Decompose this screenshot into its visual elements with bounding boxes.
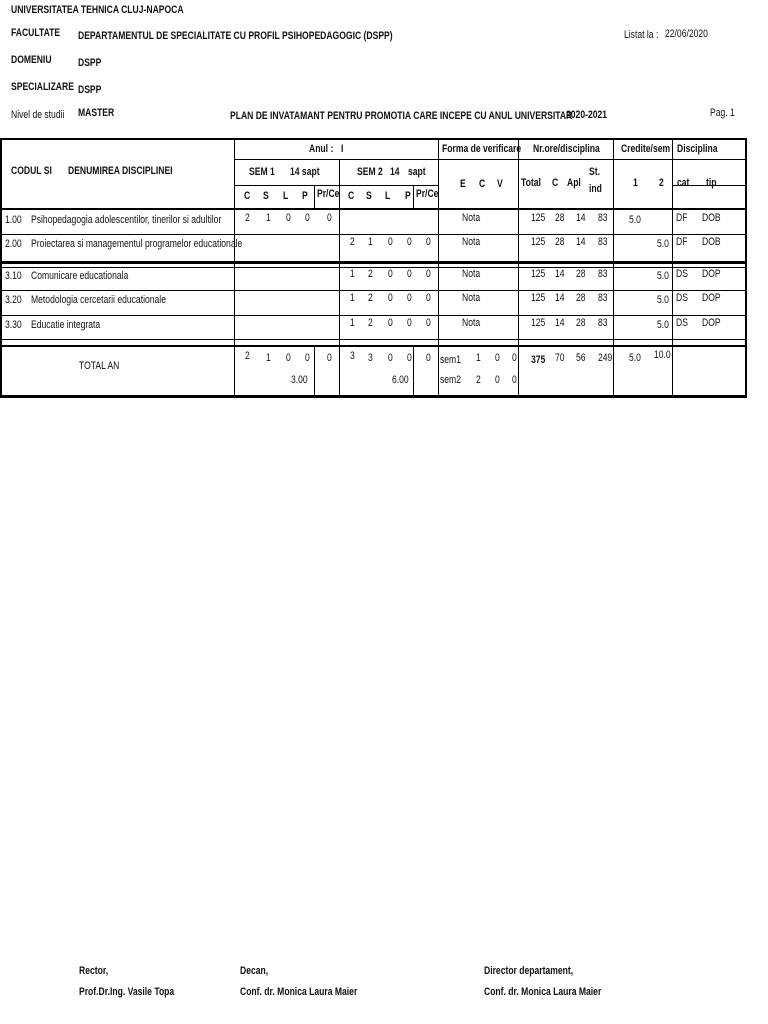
hours-total: 125 [531, 212, 546, 224]
study-level-label: Nivel de studii [11, 109, 65, 121]
total-sem1-e: 1 [476, 352, 481, 364]
discipline-category: DF [676, 212, 688, 224]
sem2-hours-cell: 1 [350, 268, 355, 280]
plan-title: PLAN DE INVATAMANT PENTRU PROMOTIA CARE INCEPE CU ANUL UNIVERSITAR [230, 110, 573, 122]
hours-course: 28 [555, 212, 565, 224]
total-s2-l: 0 [388, 352, 393, 364]
sem1-col-s: S [263, 190, 269, 202]
total-credits-1: 5.0 [629, 352, 641, 364]
sem2-col-p: P [405, 190, 411, 202]
hours-applications: 14 [576, 236, 586, 248]
discipline-type: DOP [702, 317, 721, 329]
discipline-type: DOP [702, 292, 721, 304]
sem2-hours-cell: 2 [368, 317, 373, 329]
discipline-code: 3.20 [5, 294, 22, 306]
sem2-hours-cell: 0 [388, 317, 393, 329]
credits-sem2: 5.0 [657, 270, 669, 282]
discipline-name: Metodologia cercetarii educationale [31, 294, 166, 306]
hours-applications: 28 [576, 292, 586, 304]
discipline-category: DS [676, 317, 688, 329]
hours-apl-header: Apl [567, 177, 581, 189]
verification-type: Nota [462, 268, 481, 280]
verification-type: Nota [462, 317, 481, 329]
discipline-name: Proiectarea si managementul programelor educationale [31, 238, 243, 250]
sem1-hours-cell: 0 [286, 212, 291, 224]
discipline-tip-header: tip [706, 177, 717, 189]
total-s1-prce: 0 [327, 352, 332, 364]
rector-name: Prof.Dr.Ing. Vasile Topa [79, 986, 175, 998]
hours-course: 14 [555, 268, 565, 280]
total-hours-st: 249 [598, 352, 613, 364]
credits-2-header: 2 [659, 177, 664, 189]
credits-sem2: 5.0 [657, 238, 669, 250]
hours-applications: 14 [576, 212, 586, 224]
sem2-hours-cell: 1 [350, 317, 355, 329]
hours-total: 125 [531, 236, 546, 248]
discipline-name: Psihopedagogia adolescentilor, tinerilor si adultilor [31, 214, 222, 226]
hours-individual-study: 83 [598, 212, 608, 224]
credits-sem2: 5.0 [657, 319, 669, 331]
discipline-category: DF [676, 236, 688, 248]
col-code-header: CODUL SI [11, 165, 52, 177]
total-s1-p: 0 [305, 352, 310, 364]
hours-total: 125 [531, 292, 546, 304]
plan-year: 2020-2021 [566, 109, 608, 121]
sem2-hours-cell: 1 [368, 236, 373, 248]
verification-v: V [497, 178, 503, 190]
hours-course: 28 [555, 236, 565, 248]
study-level-value: MASTER [78, 107, 115, 119]
hours-st-header: St. [589, 166, 600, 178]
total-sem2-c: 0 [495, 374, 500, 386]
sem2-label: SEM 2 [357, 166, 383, 178]
total-s2-s: 3 [368, 352, 373, 364]
sem2-hours-cell: 0 [407, 268, 412, 280]
sem1-hours-cell: 1 [266, 212, 271, 224]
hours-course: 14 [555, 292, 565, 304]
total-sem2-e: 2 [476, 374, 481, 386]
total-sem2-v: 0 [512, 374, 517, 386]
total-sem1-label: sem1 [440, 354, 461, 366]
total-s2-prce: 0 [426, 352, 431, 364]
hours-applications: 28 [576, 268, 586, 280]
total-hours-apl: 56 [576, 352, 586, 364]
verification-type: Nota [462, 236, 481, 248]
verification-type: Nota [462, 212, 481, 224]
sem2-col-c: C [348, 190, 355, 202]
dean-role: Decan, [240, 965, 269, 977]
hours-ind-header: ind [589, 183, 602, 195]
discipline-category: DS [676, 292, 688, 304]
hours-individual-study: 83 [598, 292, 608, 304]
director-name: Conf. dr. Monica Laura Maier [484, 986, 602, 998]
discipline-category: DS [676, 268, 688, 280]
hours-individual-study: 83 [598, 236, 608, 248]
credits-1-header: 1 [633, 177, 638, 189]
sem1-label: SEM 1 [249, 166, 275, 178]
sem2-hours-cell: 0 [407, 236, 412, 248]
hours-individual-study: 83 [598, 317, 608, 329]
discipline-code: 2.00 [5, 238, 22, 250]
domain-label: DOMENIU [11, 54, 52, 66]
discipline-name: Educatie integrata [31, 319, 101, 331]
sem2-hours-cell: 0 [388, 292, 393, 304]
discipline-header: Disciplina [677, 143, 718, 155]
page-number: Pag. 1 [710, 107, 735, 119]
discipline-name: Comunicare educationala [31, 270, 129, 282]
printed-date: 22/06/2020 [665, 28, 708, 40]
hours-total: 125 [531, 317, 546, 329]
sem2-hours-cell: 0 [407, 292, 412, 304]
sem2-hours-cell: 0 [426, 317, 431, 329]
sem2-col-s: S [366, 190, 372, 202]
verification-type: Nota [462, 292, 481, 304]
year-value: I [341, 143, 344, 155]
sem2-hours-cell: 2 [368, 292, 373, 304]
sem2-weeks-word: sapt [408, 166, 426, 178]
verification-header: Forma de verificare [442, 143, 522, 155]
total-hours-c: 70 [555, 352, 565, 364]
curriculum-table [0, 138, 747, 397]
sem1-hours-cell: 0 [305, 212, 310, 224]
hours-header: Nr.ore/disciplina [533, 143, 600, 155]
sem2-hours-cell: 0 [388, 236, 393, 248]
specialization-label: SPECIALIZARE [11, 81, 74, 93]
total-label: TOTAL AN [79, 360, 120, 372]
sem2-hours-cell: 2 [350, 236, 355, 248]
domain-value: DSPP [78, 57, 102, 69]
col-name-header: DENUMIREA DISCIPLINEI [68, 165, 173, 177]
hours-total: 125 [531, 268, 546, 280]
sem1-col-p: P [302, 190, 308, 202]
university-name: UNIVERSITATEA TEHNICA CLUJ-NAPOCA [11, 4, 184, 16]
discipline-type: DOP [702, 268, 721, 280]
discipline-code: 3.10 [5, 270, 22, 282]
hours-individual-study: 83 [598, 268, 608, 280]
total-s1-s: 1 [266, 352, 271, 364]
sem2-hours-cell: 1 [350, 292, 355, 304]
hours-course: 14 [555, 317, 565, 329]
sem2-col-l: L [385, 190, 391, 202]
total-s2-p: 0 [407, 352, 412, 364]
rector-role: Rector, [79, 965, 109, 977]
sem1-weeks: 14 sapt [290, 166, 320, 178]
faculty-label: FACULTATE [11, 27, 61, 39]
total-s1-sum: 3.00 [291, 374, 308, 386]
sem2-hours-cell: 0 [426, 268, 431, 280]
total-sem1-v: 0 [512, 352, 517, 364]
printed-label: Listat la : [624, 29, 659, 41]
sem2-hours-cell: 0 [426, 236, 431, 248]
discipline-type: DOB [702, 212, 721, 224]
sem1-col-l: L [283, 190, 289, 202]
total-credits-2: 10.0 [654, 349, 671, 361]
sem2-hours-cell: 2 [368, 268, 373, 280]
sem2-weeks-num: 14 [390, 166, 400, 178]
total-sem1-c: 0 [495, 352, 500, 364]
credits-header: Credite/sem [621, 143, 671, 155]
discipline-code: 1.00 [5, 214, 22, 226]
sem1-hours-cell: 2 [245, 212, 250, 224]
sem1-hours-cell: 0 [327, 212, 332, 224]
verification-e: E [460, 178, 466, 190]
credits-sem1: 5.0 [629, 214, 641, 226]
dean-name: Conf. dr. Monica Laura Maier [240, 986, 358, 998]
total-hours: 375 [531, 354, 546, 366]
total-sem2-label: sem2 [440, 374, 461, 386]
credits-sem2: 5.0 [657, 294, 669, 306]
total-s2-c: 3 [350, 350, 355, 362]
discipline-type: DOB [702, 236, 721, 248]
discipline-cat-header: cat [677, 177, 690, 189]
sem1-col-prce: Pr/Ce [317, 188, 340, 200]
total-s2-sum: 6.00 [392, 374, 409, 386]
sem2-hours-cell: 0 [426, 292, 431, 304]
verification-c: C [479, 178, 486, 190]
hours-applications: 28 [576, 317, 586, 329]
specialization-value: DSPP [78, 84, 102, 96]
hours-total-header: Total [521, 177, 541, 189]
sem2-col-prce: Pr/Ce [416, 188, 439, 200]
sem2-hours-cell: 0 [388, 268, 393, 280]
total-s1-l: 0 [286, 352, 291, 364]
sem1-col-c: C [244, 190, 251, 202]
year-label: Anul : [309, 143, 334, 155]
faculty-value: DEPARTAMENTUL DE SPECIALITATE CU PROFIL PSIHOPEDAGOGIC (DSPP) [78, 30, 393, 42]
discipline-code: 3.30 [5, 319, 22, 331]
total-s1-c: 2 [245, 350, 250, 362]
sem2-hours-cell: 0 [407, 317, 412, 329]
hours-c-header: C [552, 177, 559, 189]
director-role: Director departament, [484, 965, 574, 977]
